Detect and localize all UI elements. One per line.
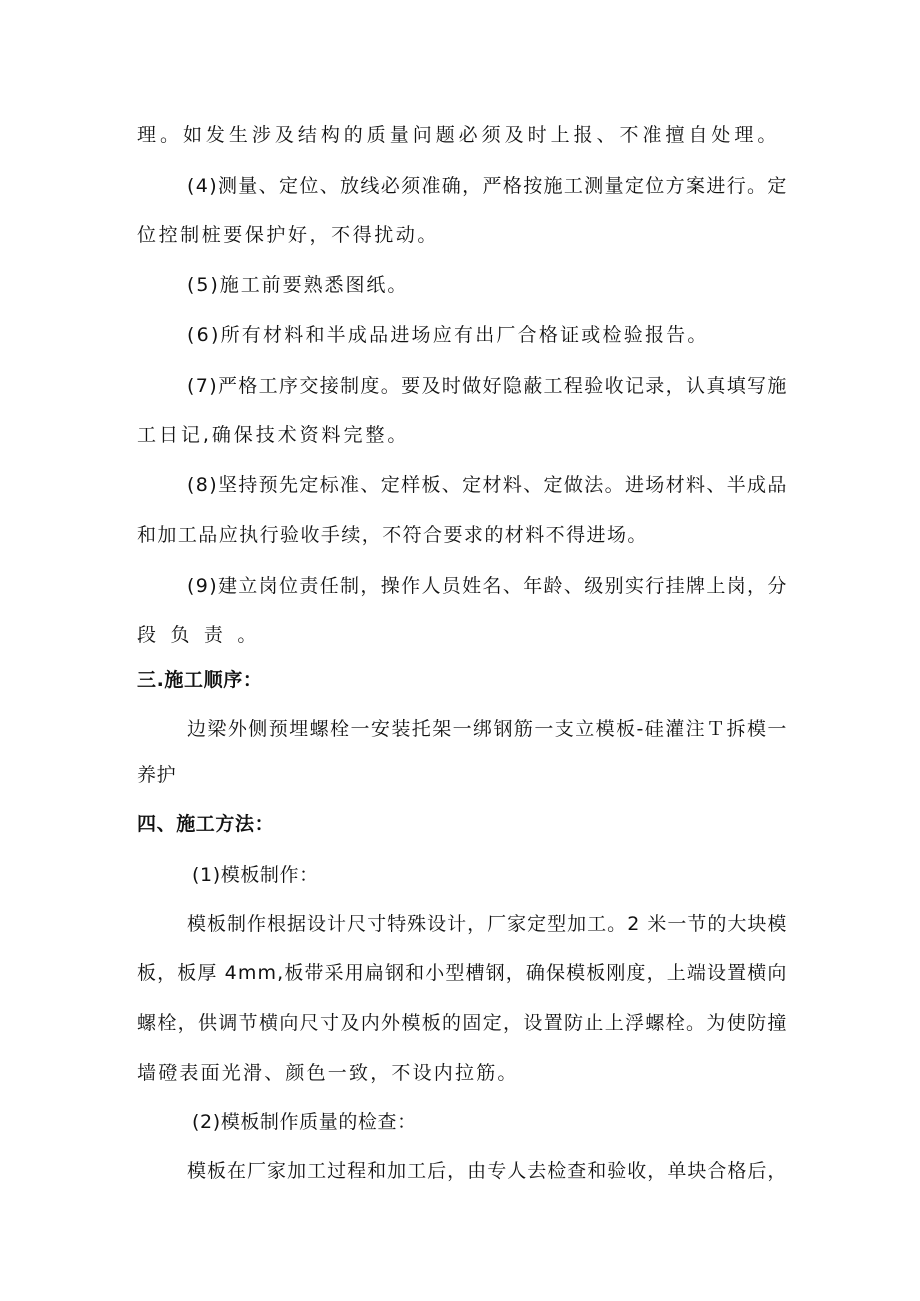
text-line-22: 模板在厂家加工过程和加工后，由专人去检查和验收，单块合格后，: [187, 1160, 788, 1182]
text-line-5: (6)所有材料和半成品进场应有出厂合格证或检验报告。: [187, 324, 709, 346]
section-heading-3: 三.施工顺序：: [137, 669, 263, 691]
text-line-14: 养护: [137, 764, 177, 786]
text-line-1: 理。如发生涉及结构的质量问题必须及时上报、不准擅自处理。: [137, 124, 781, 146]
subheading-1: (1)模板制作：: [192, 864, 319, 886]
text-line-2: (4)测量、定位、放线必须准确，严格按施工测量定位方案进行。定: [187, 175, 788, 197]
text-line-4: (5)施工前要熟悉图纸。: [187, 274, 409, 296]
text-line-8: (8)坚持预先定标准、定样板、定材料、定做法。进场材料、半成品: [187, 474, 788, 496]
text-line-3: 位控制桩要保护好，不得扰动。: [137, 224, 439, 246]
text-line-9: 和加工品应执行验收手续，不符合要求的材料不得进场。: [137, 524, 648, 546]
text-line-13: 边梁外侧预埋螺栓一安装托架一绑钢筋一支立模板-硅灌注Ｔ拆模一: [187, 718, 788, 740]
text-line-19: 螺栓，供调节横向尺寸及内外模板的固定，设置防止上浮螺栓。为使防撞: [137, 1012, 788, 1034]
text-line-10: (9)建立岗位责任制，操作人员姓名、年龄、级别实行挂牌上岗，分: [187, 575, 788, 597]
text-line-17: 模板制作根据设计尺寸特殊设计，厂家定型加工。2 米一节的大块模: [187, 913, 788, 935]
section-heading-4: 四、施工方法：: [137, 813, 275, 835]
text-line-7: 工日记,确保技术资料完整。: [137, 424, 410, 446]
text-line-11: 段负责。: [137, 624, 271, 646]
text-line-18: 板，板厚 4mm,板带采用扁钢和小型槽钢，确保模板刚度，上端设置横向: [137, 962, 788, 984]
text-line-20: 墙磴表面光滑、颜色一致，不设内拉筋。: [137, 1062, 519, 1084]
subheading-2: (2)模板制作质量的检查：: [192, 1111, 417, 1133]
text-line-6: (7)严格工序交接制度。要及时做好隐蔽工程验收记录，认真填写施: [187, 375, 788, 397]
